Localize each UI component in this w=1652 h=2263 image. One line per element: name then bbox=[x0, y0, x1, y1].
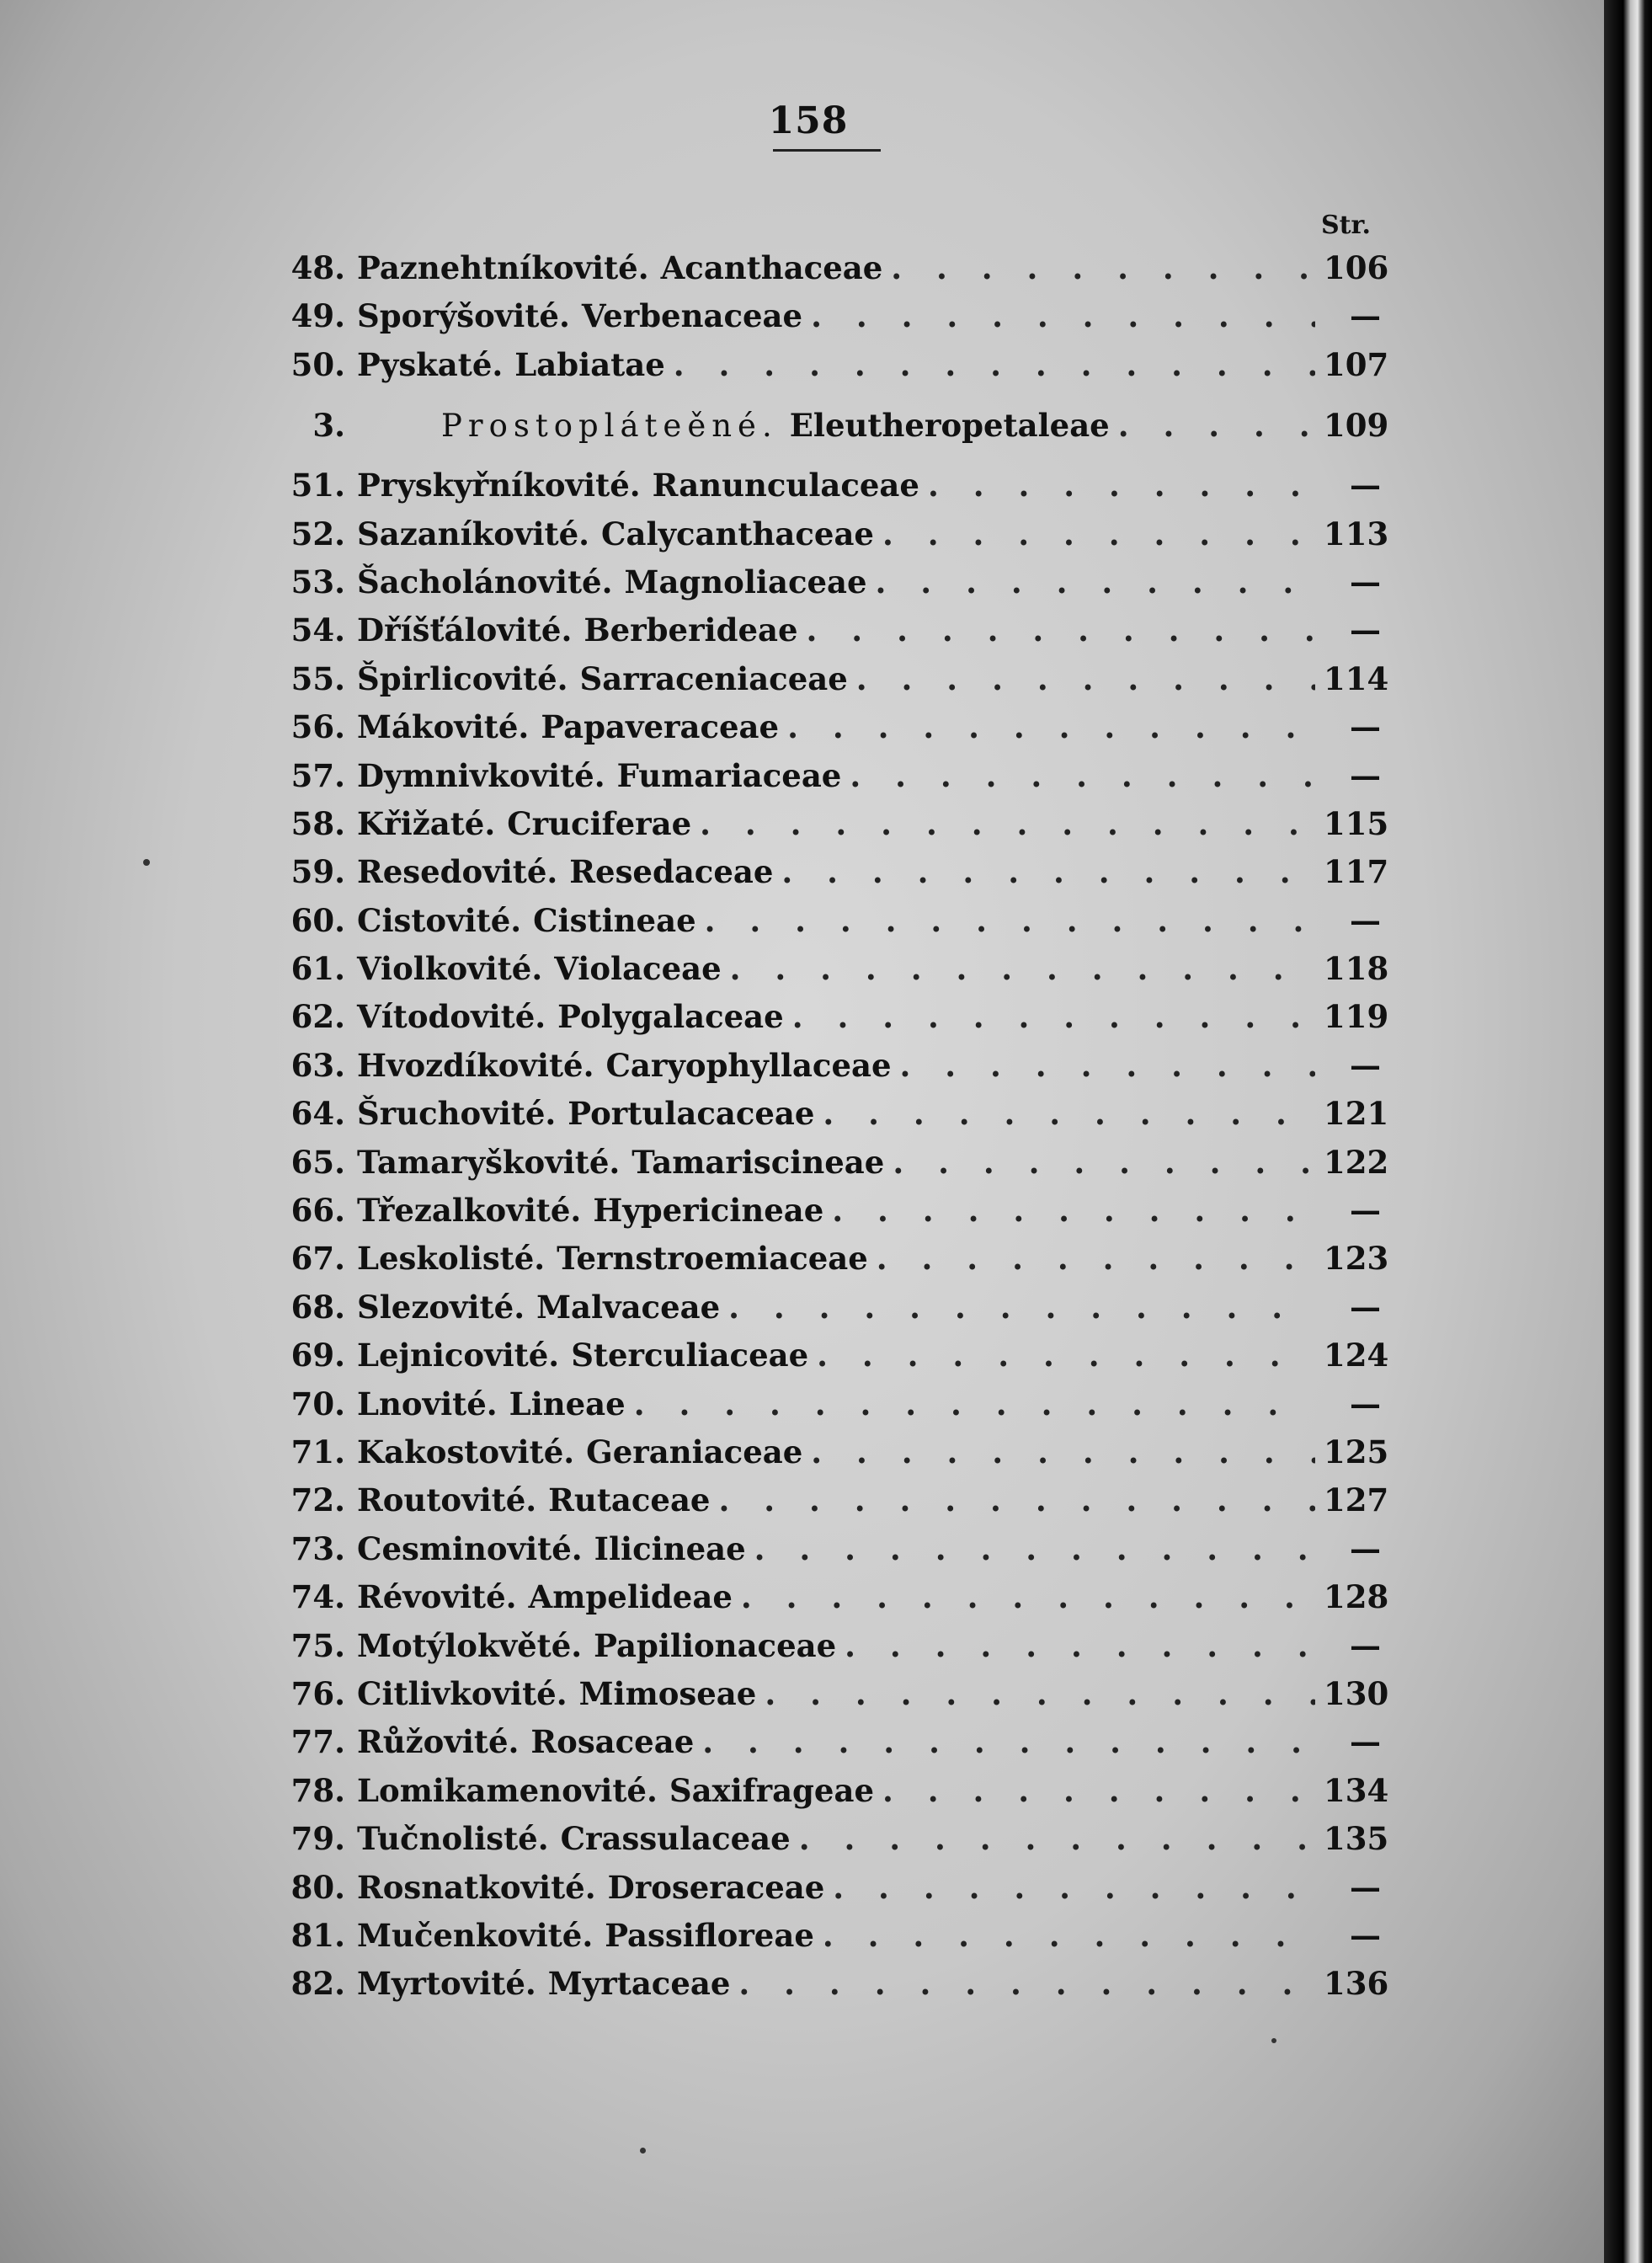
entry-number: 68. bbox=[290, 1288, 345, 1326]
dot-leader bbox=[832, 1187, 1315, 1235]
dot-leader bbox=[728, 1284, 1315, 1332]
dot-leader bbox=[792, 993, 1315, 1041]
dot-leader bbox=[730, 945, 1315, 993]
entry-number: 56. bbox=[290, 708, 345, 746]
toc-entry bbox=[278, 606, 1381, 654]
page-ref: 125 bbox=[1324, 1433, 1389, 1470]
dot-leader bbox=[850, 752, 1315, 800]
page-ref: 107 bbox=[1324, 345, 1389, 383]
entry-number: 58. bbox=[290, 804, 345, 842]
latin-name: Malvaceae bbox=[536, 1288, 721, 1326]
toc-entry bbox=[278, 1284, 1381, 1332]
toc-entry bbox=[278, 1815, 1389, 1863]
entry-number: 74. bbox=[290, 1578, 345, 1616]
page-ref: 124 bbox=[1324, 1337, 1389, 1374]
page-ref: 115 bbox=[1324, 804, 1389, 842]
entry-number: 52. bbox=[290, 515, 345, 552]
latin-name: Sarraceniaceae bbox=[579, 659, 848, 697]
toc-entry bbox=[278, 655, 1389, 703]
toc-entry bbox=[278, 1912, 1381, 1960]
entry-number: 76. bbox=[290, 1674, 345, 1712]
czech-name: Vítodovité. bbox=[357, 998, 546, 1036]
dot-leader bbox=[891, 244, 1315, 292]
latin-name: Hypericineae bbox=[593, 1192, 824, 1230]
page-ref: 123 bbox=[1324, 1240, 1389, 1278]
page-ref: — bbox=[1350, 611, 1381, 649]
dot-leader bbox=[674, 341, 1315, 389]
toc-entry bbox=[278, 341, 1389, 389]
czech-name: Pyskaté. bbox=[357, 345, 504, 383]
dot-leader bbox=[845, 1622, 1315, 1670]
entry-number: 59. bbox=[290, 853, 345, 891]
toc-entry bbox=[278, 1622, 1381, 1670]
toc-entry bbox=[278, 1235, 1389, 1283]
page-ref: 118 bbox=[1324, 950, 1389, 988]
entry-number: 78. bbox=[290, 1771, 345, 1809]
czech-name: Kakostovité. bbox=[357, 1433, 575, 1470]
toc-entry bbox=[278, 1718, 1381, 1766]
latin-name: Lineae bbox=[509, 1385, 626, 1422]
dot-leader bbox=[893, 1139, 1315, 1187]
czech-name: Třezalkovité. bbox=[357, 1192, 582, 1230]
toc-entry bbox=[278, 510, 1389, 558]
toc-entry bbox=[278, 1139, 1389, 1187]
czech-name: Šruchovité. bbox=[357, 1095, 557, 1133]
page-column-header: Str. bbox=[1320, 211, 1371, 240]
entry-number: 64. bbox=[290, 1095, 345, 1133]
page-ref: — bbox=[1350, 1288, 1381, 1326]
latin-name: Resedaceae bbox=[569, 853, 774, 891]
czech-name: Cistovité. bbox=[357, 901, 522, 939]
toc-entry bbox=[278, 800, 1389, 848]
czech-name: Rosnatkovité. bbox=[357, 1868, 596, 1906]
toc-entry bbox=[278, 1525, 1381, 1573]
toc-entry bbox=[278, 1476, 1389, 1524]
page-ref: — bbox=[1350, 467, 1381, 504]
czech-name: Pryskyřníkovité. bbox=[357, 467, 641, 504]
latin-name: Passifloreae bbox=[605, 1916, 814, 1954]
dot-leader bbox=[876, 558, 1315, 606]
dot-leader bbox=[823, 1090, 1315, 1138]
toc-entry bbox=[278, 1090, 1389, 1138]
book-edge bbox=[1604, 0, 1652, 2263]
latin-name: Geraniaceae bbox=[586, 1433, 803, 1470]
czech-name: Violkovité. bbox=[357, 950, 543, 988]
czech-name: Lomikamenovité. bbox=[357, 1771, 658, 1809]
latin-name: Ranunculaceae bbox=[652, 467, 919, 504]
entry-number: 60. bbox=[290, 901, 345, 939]
scan-speck bbox=[640, 2148, 646, 2154]
page-number-rule bbox=[773, 149, 881, 152]
entry-number: 79. bbox=[290, 1820, 345, 1858]
czech-name: Paznehtníkovité. bbox=[357, 249, 649, 286]
latin-name: Magnoliaceae bbox=[624, 563, 867, 600]
latin-name: Cistineae bbox=[533, 901, 696, 939]
entry-number: 51. bbox=[290, 467, 345, 504]
page-ref: 114 bbox=[1324, 659, 1389, 697]
czech-name: Tučnolisté. bbox=[357, 1820, 549, 1858]
page-ref: 117 bbox=[1324, 853, 1389, 891]
latin-name: Cruciferae bbox=[507, 804, 692, 842]
dot-leader bbox=[738, 1960, 1315, 2008]
latin-name: Violaceae bbox=[554, 950, 722, 988]
dot-leader bbox=[811, 292, 1315, 340]
latin-name: Labiatae bbox=[514, 345, 665, 383]
page-ref: — bbox=[1350, 1723, 1381, 1761]
dot-leader bbox=[765, 1670, 1315, 1718]
czech-name: Routovité. bbox=[357, 1481, 537, 1519]
dot-leader bbox=[833, 1864, 1315, 1912]
latin-name: Calycanthaceae bbox=[601, 515, 874, 552]
latin-name: Eleutheropetaleae bbox=[789, 407, 1110, 445]
page-ref: — bbox=[1350, 1868, 1381, 1906]
czech-name: Lnovité. bbox=[357, 1385, 498, 1422]
entry-number: 61. bbox=[290, 950, 345, 988]
dot-leader bbox=[811, 1428, 1315, 1476]
page-ref: — bbox=[1350, 756, 1381, 794]
entry-number: 72. bbox=[290, 1481, 345, 1519]
entry-number: 49. bbox=[290, 297, 345, 335]
czech-name: Prostopláteěné. bbox=[441, 408, 778, 445]
latin-name: Crassulaceae bbox=[560, 1820, 791, 1858]
czech-name: Cesminovité. bbox=[357, 1529, 583, 1567]
dot-leader bbox=[882, 1767, 1315, 1815]
dot-leader bbox=[705, 897, 1315, 945]
latin-name: Verbenaceae bbox=[581, 297, 803, 335]
czech-name: Motýlokvěté. bbox=[357, 1626, 583, 1664]
toc-entry bbox=[278, 752, 1381, 800]
page-ref: 136 bbox=[1324, 1965, 1389, 2003]
dot-leader bbox=[781, 848, 1315, 896]
entry-number: 65. bbox=[290, 1143, 345, 1181]
toc-entry bbox=[278, 993, 1389, 1041]
latin-name: Ilicineae bbox=[594, 1529, 746, 1567]
entry-number: 53. bbox=[290, 563, 345, 600]
dot-leader bbox=[718, 1476, 1315, 1524]
page-ref: 135 bbox=[1324, 1820, 1389, 1858]
entry-number: 77. bbox=[290, 1723, 345, 1761]
latin-name: Ampelideae bbox=[528, 1578, 733, 1616]
page-ref: — bbox=[1350, 708, 1381, 746]
latin-name: Droseraceae bbox=[607, 1868, 825, 1906]
latin-name: Rosaceae bbox=[530, 1723, 695, 1761]
czech-name: Sazaníkovité. bbox=[357, 515, 590, 552]
page-ref: — bbox=[1350, 1192, 1381, 1230]
page-ref: 113 bbox=[1324, 515, 1389, 552]
toc-entry bbox=[278, 1864, 1381, 1912]
czech-name: Dříšťálovité. bbox=[357, 611, 573, 649]
dot-leader bbox=[754, 1525, 1315, 1573]
toc-entry bbox=[278, 558, 1381, 606]
page-ref: 127 bbox=[1324, 1481, 1389, 1519]
page-ref: 134 bbox=[1324, 1771, 1389, 1809]
czech-name: Resedovité. bbox=[357, 853, 558, 891]
toc-entry bbox=[278, 897, 1381, 945]
dot-leader bbox=[799, 1815, 1315, 1863]
dot-leader bbox=[817, 1332, 1315, 1380]
czech-name: Hvozdíkovité. bbox=[357, 1046, 594, 1084]
czech-name: Mákovité. bbox=[357, 708, 530, 746]
page-number: 158 bbox=[768, 99, 849, 142]
czech-name: Dymnivkovité. bbox=[357, 756, 605, 794]
latin-name: Myrtaceae bbox=[547, 1965, 731, 2003]
page-ref: 128 bbox=[1324, 1578, 1389, 1616]
entry-number: 48. bbox=[290, 249, 345, 286]
toc-entry bbox=[278, 1670, 1389, 1718]
czech-name: Špirlicovité. bbox=[357, 659, 568, 697]
section-heading bbox=[278, 389, 1389, 462]
dot-leader bbox=[856, 655, 1315, 703]
czech-name: Révovité. bbox=[357, 1578, 517, 1616]
entry-number: 66. bbox=[290, 1192, 345, 1230]
toc-entry bbox=[278, 1042, 1381, 1090]
latin-name: Papilionaceae bbox=[594, 1626, 837, 1664]
toc-entry bbox=[278, 1960, 1389, 2008]
entry-number: 82. bbox=[290, 1965, 345, 2003]
page-ref: 130 bbox=[1324, 1674, 1389, 1712]
latin-name: Berberideae bbox=[584, 611, 798, 649]
entry-number: 50. bbox=[290, 345, 345, 383]
latin-name: Polygalaceae bbox=[557, 998, 784, 1036]
toc-entry bbox=[278, 1767, 1389, 1815]
toc-entry bbox=[278, 1573, 1389, 1621]
entry-number: 62. bbox=[290, 998, 345, 1036]
latin-name: Fumariaceae bbox=[616, 756, 842, 794]
entry-number: 71. bbox=[290, 1433, 345, 1470]
dot-leader bbox=[702, 1718, 1315, 1766]
czech-name: Mučenkovité. bbox=[357, 1916, 594, 1954]
czech-name: Růžovité. bbox=[357, 1723, 520, 1761]
entry-number: 3. bbox=[312, 407, 345, 445]
toc-entry bbox=[278, 945, 1389, 993]
dot-leader bbox=[700, 800, 1315, 848]
entry-number: 69. bbox=[290, 1337, 345, 1374]
toc-entry bbox=[278, 1380, 1381, 1428]
page-ref: — bbox=[1350, 1046, 1381, 1084]
latin-name: Caryophyllaceae bbox=[605, 1046, 892, 1084]
latin-name: Rutaceae bbox=[548, 1481, 711, 1519]
page-ref: 106 bbox=[1324, 249, 1389, 286]
latin-name: Portulacaceae bbox=[568, 1095, 815, 1133]
latin-name: Saxifrageae bbox=[669, 1771, 874, 1809]
toc-entry bbox=[278, 292, 1381, 340]
entry-number: 55. bbox=[290, 659, 345, 697]
entry-number: 57. bbox=[290, 756, 345, 794]
czech-name: Šacholánovité. bbox=[357, 563, 613, 600]
czech-name: Slezovité. bbox=[357, 1288, 525, 1326]
dot-leader bbox=[928, 462, 1315, 510]
czech-name: Sporýšovité. bbox=[357, 297, 570, 335]
dot-leader bbox=[634, 1380, 1315, 1428]
page-ref: 109 bbox=[1324, 407, 1389, 445]
entry-number: 54. bbox=[290, 611, 345, 649]
czech-name: Tamaryškovité. bbox=[357, 1143, 621, 1181]
entry-number: 80. bbox=[290, 1868, 345, 1906]
page-ref: 121 bbox=[1324, 1095, 1389, 1133]
latin-name: Mimoseae bbox=[578, 1674, 757, 1712]
czech-name: Myrtovité. bbox=[357, 1965, 536, 2003]
latin-name: Ternstroemiaceae bbox=[557, 1240, 868, 1278]
dot-leader bbox=[823, 1912, 1315, 1960]
toc-entry bbox=[278, 244, 1389, 292]
page-ref: — bbox=[1350, 1626, 1381, 1664]
dot-leader bbox=[1118, 389, 1315, 462]
czech-name: Citlivkovité. bbox=[357, 1674, 568, 1712]
table-of-contents bbox=[278, 244, 1389, 2009]
dot-leader bbox=[900, 1042, 1315, 1090]
entry-number: 63. bbox=[290, 1046, 345, 1084]
entry-number: 67. bbox=[290, 1240, 345, 1278]
page-ref: — bbox=[1350, 1529, 1381, 1567]
page-ref: 119 bbox=[1324, 998, 1389, 1036]
czech-name: Lejnicovité. bbox=[357, 1337, 560, 1374]
entry-number: 73. bbox=[290, 1529, 345, 1567]
latin-name: Papaveraceae bbox=[541, 708, 780, 746]
czech-name: Leskolisté. bbox=[357, 1240, 546, 1278]
toc-entry bbox=[278, 462, 1381, 510]
page-ref: — bbox=[1350, 901, 1381, 939]
latin-name: Tamariscineae bbox=[631, 1143, 885, 1181]
toc-entry bbox=[278, 1187, 1381, 1235]
dot-leader bbox=[807, 606, 1315, 654]
toc-entry bbox=[278, 703, 1381, 751]
entry-number: 81. bbox=[290, 1916, 345, 1954]
toc-entry bbox=[278, 848, 1389, 896]
czech-name: Křižaté. bbox=[357, 804, 496, 842]
toc-entry bbox=[278, 1428, 1389, 1476]
latin-name: Acanthaceae bbox=[660, 249, 883, 286]
entry-number: 70. bbox=[290, 1385, 345, 1422]
dot-leader bbox=[882, 510, 1315, 558]
page-ref: — bbox=[1350, 563, 1381, 600]
page-ref: — bbox=[1350, 1916, 1381, 1954]
toc-entry bbox=[278, 1332, 1389, 1380]
page-ref: — bbox=[1350, 297, 1381, 335]
dot-leader bbox=[877, 1235, 1315, 1283]
page-ref: — bbox=[1350, 1385, 1381, 1422]
scan-speck bbox=[1271, 2038, 1276, 2043]
latin-name: Sterculiaceae bbox=[571, 1337, 809, 1374]
entry-number: 75. bbox=[290, 1626, 345, 1664]
dot-leader bbox=[787, 703, 1315, 751]
dot-leader bbox=[741, 1573, 1315, 1621]
page-ref: 122 bbox=[1324, 1143, 1389, 1181]
scan-speck bbox=[143, 859, 150, 866]
